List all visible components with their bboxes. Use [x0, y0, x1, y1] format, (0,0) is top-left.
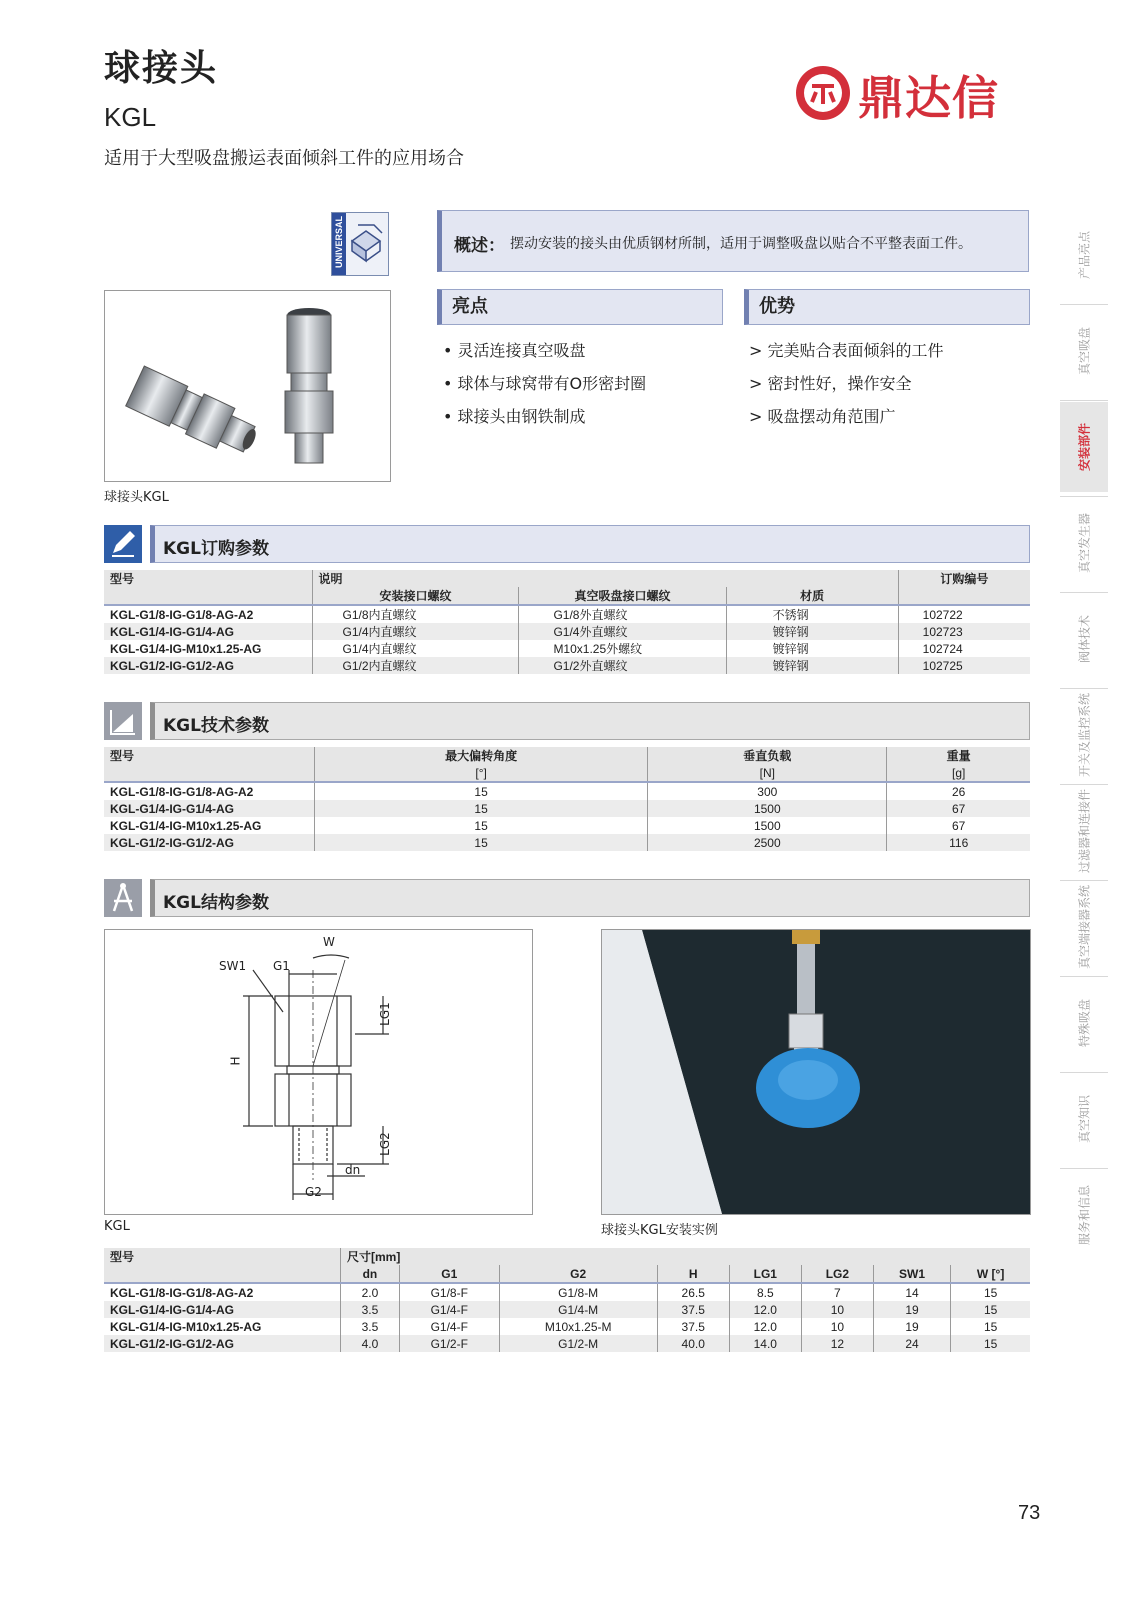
unit-weight: [g] [887, 764, 1030, 782]
cell-model: KGL-G1/8-IG-G1/8-AG-A2 [110, 784, 254, 799]
cell-g2: G1/8-M [499, 1283, 657, 1301]
highlight-item: • 灵活连接真空吸盘 [443, 341, 586, 360]
tech-table [104, 747, 1030, 851]
cell-model: KGL-G1/8-IG-G1/8-AG-A2 [110, 607, 254, 622]
cell-vac: G1/8外直螺纹 [519, 605, 726, 623]
unit-load: [N] [648, 764, 887, 782]
cell-load: 1500 [648, 800, 887, 817]
order-section-title: KGL订购参数 [163, 539, 269, 559]
section-sidebar [1060, 210, 1108, 1250]
table-row [104, 623, 1030, 640]
table-row [104, 817, 1030, 834]
compass-icon [104, 879, 142, 917]
cell-w: 15 [951, 1335, 1030, 1352]
col-h: H [657, 1265, 729, 1283]
cell-h: 26.5 [657, 1283, 729, 1301]
col-w: W [°] [951, 1265, 1030, 1283]
cell-dn: 3.5 [341, 1318, 400, 1335]
cell-g2: G1/4-M [499, 1301, 657, 1318]
label-h: H [228, 1056, 243, 1066]
cell-g1: G1/4-F [399, 1301, 499, 1318]
col-weight: 重量 [887, 747, 1030, 764]
col-material: 材质 [726, 587, 898, 605]
table-row [104, 800, 1030, 817]
photo-caption: 球接头KGL [104, 490, 169, 505]
sidebar-tab-filters[interactable]: 过滤器和连接件 [1077, 788, 1092, 874]
col-model: 型号 [110, 1250, 135, 1264]
cell-weight: 67 [887, 817, 1030, 834]
cell-h: 37.5 [657, 1318, 729, 1335]
page-subtitle: 适用于大型吸盘搬运表面倾斜工件的应用场合 [104, 148, 464, 169]
table-row [104, 605, 1030, 623]
cell-model: KGL-G1/4-IG-G1/4-AG [110, 624, 235, 639]
col-angle: 最大偏转角度 [315, 747, 648, 764]
cell-lg2: 12 [801, 1335, 873, 1352]
highlights-header: 亮点 [437, 289, 723, 325]
table-row [104, 657, 1030, 674]
brand-logo-text: 鼎达信 [858, 71, 999, 125]
advantage-item: > 完美贴合表面倾斜的工件 [749, 341, 944, 360]
cell-mount: G1/8内直螺纹 [312, 605, 519, 623]
cell-sw1: 19 [873, 1301, 950, 1318]
cell-model: KGL-G1/4-IG-G1/4-AG [110, 1302, 235, 1317]
cell-angle: 15 [315, 817, 648, 834]
cell-h: 40.0 [657, 1335, 729, 1352]
cell-model: KGL-G1/4-IG-M10x1.25-AG [110, 818, 262, 833]
advantages-header: 优势 [744, 289, 1030, 325]
cell-weight: 67 [887, 800, 1030, 817]
pencil-icon [104, 525, 142, 563]
cell-order-no: 102724 [898, 640, 1030, 657]
cell-g1: G1/8-F [399, 1283, 499, 1301]
tech-section-header [104, 702, 1030, 740]
overview-text: 摆动安装的接头由优质钢材所制，适用于调整吸盘以贴合不平整表面工件。 [510, 236, 972, 252]
table-row [104, 782, 1030, 800]
cell-model: KGL-G1/2-IG-G1/2-AG [110, 835, 235, 850]
cell-angle: 15 [315, 800, 648, 817]
col-desc: 说明 [312, 570, 898, 587]
table-row [104, 1283, 1030, 1301]
dimension-table [104, 1248, 1030, 1352]
table-row [104, 1301, 1030, 1318]
unit-angle: [°] [315, 764, 648, 782]
cell-sw1: 24 [873, 1335, 950, 1352]
cell-lg1: 8.5 [729, 1283, 801, 1301]
cell-load: 1500 [648, 817, 887, 834]
highlight-item: • 球接头由钢铁制成 [443, 407, 586, 426]
cell-model: KGL-G1/2-IG-G1/2-AG [110, 658, 235, 673]
cell-h: 37.5 [657, 1301, 729, 1318]
cell-material: 镀锌钢 [726, 623, 898, 640]
sidebar-tab-service[interactable]: 服务和信息 [1077, 1184, 1092, 1246]
table-row [104, 834, 1030, 851]
tech-section-title: KGL技术参数 [163, 716, 269, 736]
sidebar-tab-suction-cups[interactable]: 真空吸盘 [1077, 326, 1092, 376]
sidebar-tab-special-cups[interactable]: 特殊吸盘 [1077, 998, 1092, 1048]
cell-g2: G1/2-M [499, 1335, 657, 1352]
product-code: KGL [104, 102, 157, 132]
cell-w: 15 [951, 1283, 1030, 1301]
cell-model: KGL-G1/4-IG-M10x1.25-AG [110, 641, 262, 656]
cube-icon [348, 219, 386, 269]
cell-vac: M10x1.25外螺纹 [519, 640, 726, 657]
sidebar-tab-end-effectors[interactable]: 真空端接器系统 [1077, 884, 1092, 970]
label-sw1: SW1 [219, 959, 247, 973]
label-g2: G2 [305, 1185, 322, 1199]
cell-material: 镀锌钢 [726, 640, 898, 657]
sidebar-tab-generators[interactable]: 真空发生器 [1077, 512, 1092, 574]
col-size: 尺寸[mm] [341, 1248, 1031, 1265]
advantage-item: > 吸盘摆动角范围广 [749, 407, 896, 426]
cell-vac: G1/2外直螺纹 [519, 657, 726, 674]
diagram-caption: KGL [104, 1219, 130, 1234]
sidebar-tab-knowledge[interactable]: 真空知识 [1077, 1094, 1092, 1144]
cell-mount: G1/2内直螺纹 [312, 657, 519, 674]
cell-model: KGL-G1/4-IG-G1/4-AG [110, 801, 235, 816]
dimension-diagram [104, 929, 533, 1215]
cell-sw1: 14 [873, 1283, 950, 1301]
ball-joint-photo-icon [105, 291, 390, 481]
overview-box [437, 210, 1029, 272]
label-g1: G1 [273, 959, 290, 973]
cell-load: 2500 [648, 834, 887, 851]
cell-w: 15 [951, 1318, 1030, 1335]
cell-lg1: 14.0 [729, 1335, 801, 1352]
cell-weight: 116 [887, 834, 1030, 851]
sidebar-tab-mounting[interactable]: 安装部件 [1060, 402, 1108, 492]
universal-badge [331, 212, 389, 276]
brand-logo-icon [792, 62, 854, 124]
col-mount: 安装接口螺纹 [312, 587, 519, 605]
sidebar-tab-valves[interactable]: 阀体技术 [1077, 614, 1092, 664]
cell-g1: G1/4-F [399, 1318, 499, 1335]
cell-lg2: 10 [801, 1318, 873, 1335]
cell-angle: 15 [315, 782, 648, 800]
cell-order-no: 102723 [898, 623, 1030, 640]
cell-load: 300 [648, 782, 887, 800]
cell-mount: G1/4内直螺纹 [312, 623, 519, 640]
highlight-item: • 球体与球窝带有O形密封圈 [443, 374, 647, 393]
col-lg1: LG1 [729, 1265, 801, 1283]
table-row [104, 1318, 1030, 1335]
col-dn: dn [341, 1265, 400, 1283]
table-row [104, 640, 1030, 657]
col-g1: G1 [399, 1265, 499, 1283]
order-table [104, 570, 1030, 674]
col-sw1: SW1 [873, 1265, 950, 1283]
cell-model: KGL-G1/4-IG-M10x1.25-AG [110, 1319, 262, 1334]
col-model: 型号 [110, 749, 135, 763]
cell-sw1: 19 [873, 1318, 950, 1335]
col-model: 型号 [110, 572, 135, 586]
cell-angle: 15 [315, 834, 648, 851]
cell-lg2: 7 [801, 1283, 873, 1301]
installation-photo [601, 929, 1031, 1215]
sidebar-tab-switches[interactable]: 开关及监控系统 [1077, 692, 1092, 778]
col-load: 垂直负载 [648, 747, 887, 764]
label-dn: dn [345, 1163, 361, 1177]
page-title: 球接头 [104, 48, 219, 89]
chart-icon [104, 702, 142, 740]
cell-dn: 4.0 [341, 1335, 400, 1352]
cell-g2: M10x1.25-M [499, 1318, 657, 1335]
structure-section-title: KGL结构参数 [163, 893, 269, 913]
cell-lg2: 10 [801, 1301, 873, 1318]
table-row [104, 1335, 1030, 1352]
installation-photo-icon [602, 930, 1030, 1214]
product-photo [104, 290, 391, 482]
cell-order-no: 102725 [898, 657, 1030, 674]
cell-mount: G1/4内直螺纹 [312, 640, 519, 657]
col-g2: G2 [499, 1265, 657, 1283]
universal-label: UNIVERSAL [334, 216, 344, 269]
install-caption: 球接头KGL安装实例 [601, 1223, 718, 1238]
cell-weight: 26 [887, 782, 1030, 800]
col-order-no: 订购编号 [898, 570, 1030, 605]
page-number: 73 [1018, 1502, 1041, 1524]
label-lg2: LG2 [377, 1132, 392, 1156]
cell-vac: G1/4外直螺纹 [519, 623, 726, 640]
col-lg2: LG2 [801, 1265, 873, 1283]
advantage-item: > 密封性好，操作安全 [749, 374, 912, 393]
structure-section-header [104, 879, 1030, 917]
cell-g1: G1/2-F [399, 1335, 499, 1352]
col-vac: 真空吸盘接口螺纹 [519, 587, 726, 605]
sidebar-tab-highlights[interactable]: 产品亮点 [1077, 230, 1092, 280]
cell-model: KGL-G1/2-IG-G1/2-AG [110, 1336, 235, 1351]
cell-order-no: 102722 [898, 605, 1030, 623]
overview-label: 概述： [454, 236, 505, 256]
cell-model: KGL-G1/8-IG-G1/8-AG-A2 [110, 1285, 254, 1300]
cell-material: 不锈钢 [726, 605, 898, 623]
cell-dn: 2.0 [341, 1283, 400, 1301]
cell-lg1: 12.0 [729, 1301, 801, 1318]
cell-material: 镀锌钢 [726, 657, 898, 674]
cell-dn: 3.5 [341, 1301, 400, 1318]
order-section-header [104, 525, 1030, 563]
label-lg1: LG1 [377, 1002, 392, 1026]
cell-w: 15 [951, 1301, 1030, 1318]
label-w: W [323, 935, 335, 949]
cell-lg1: 12.0 [729, 1318, 801, 1335]
